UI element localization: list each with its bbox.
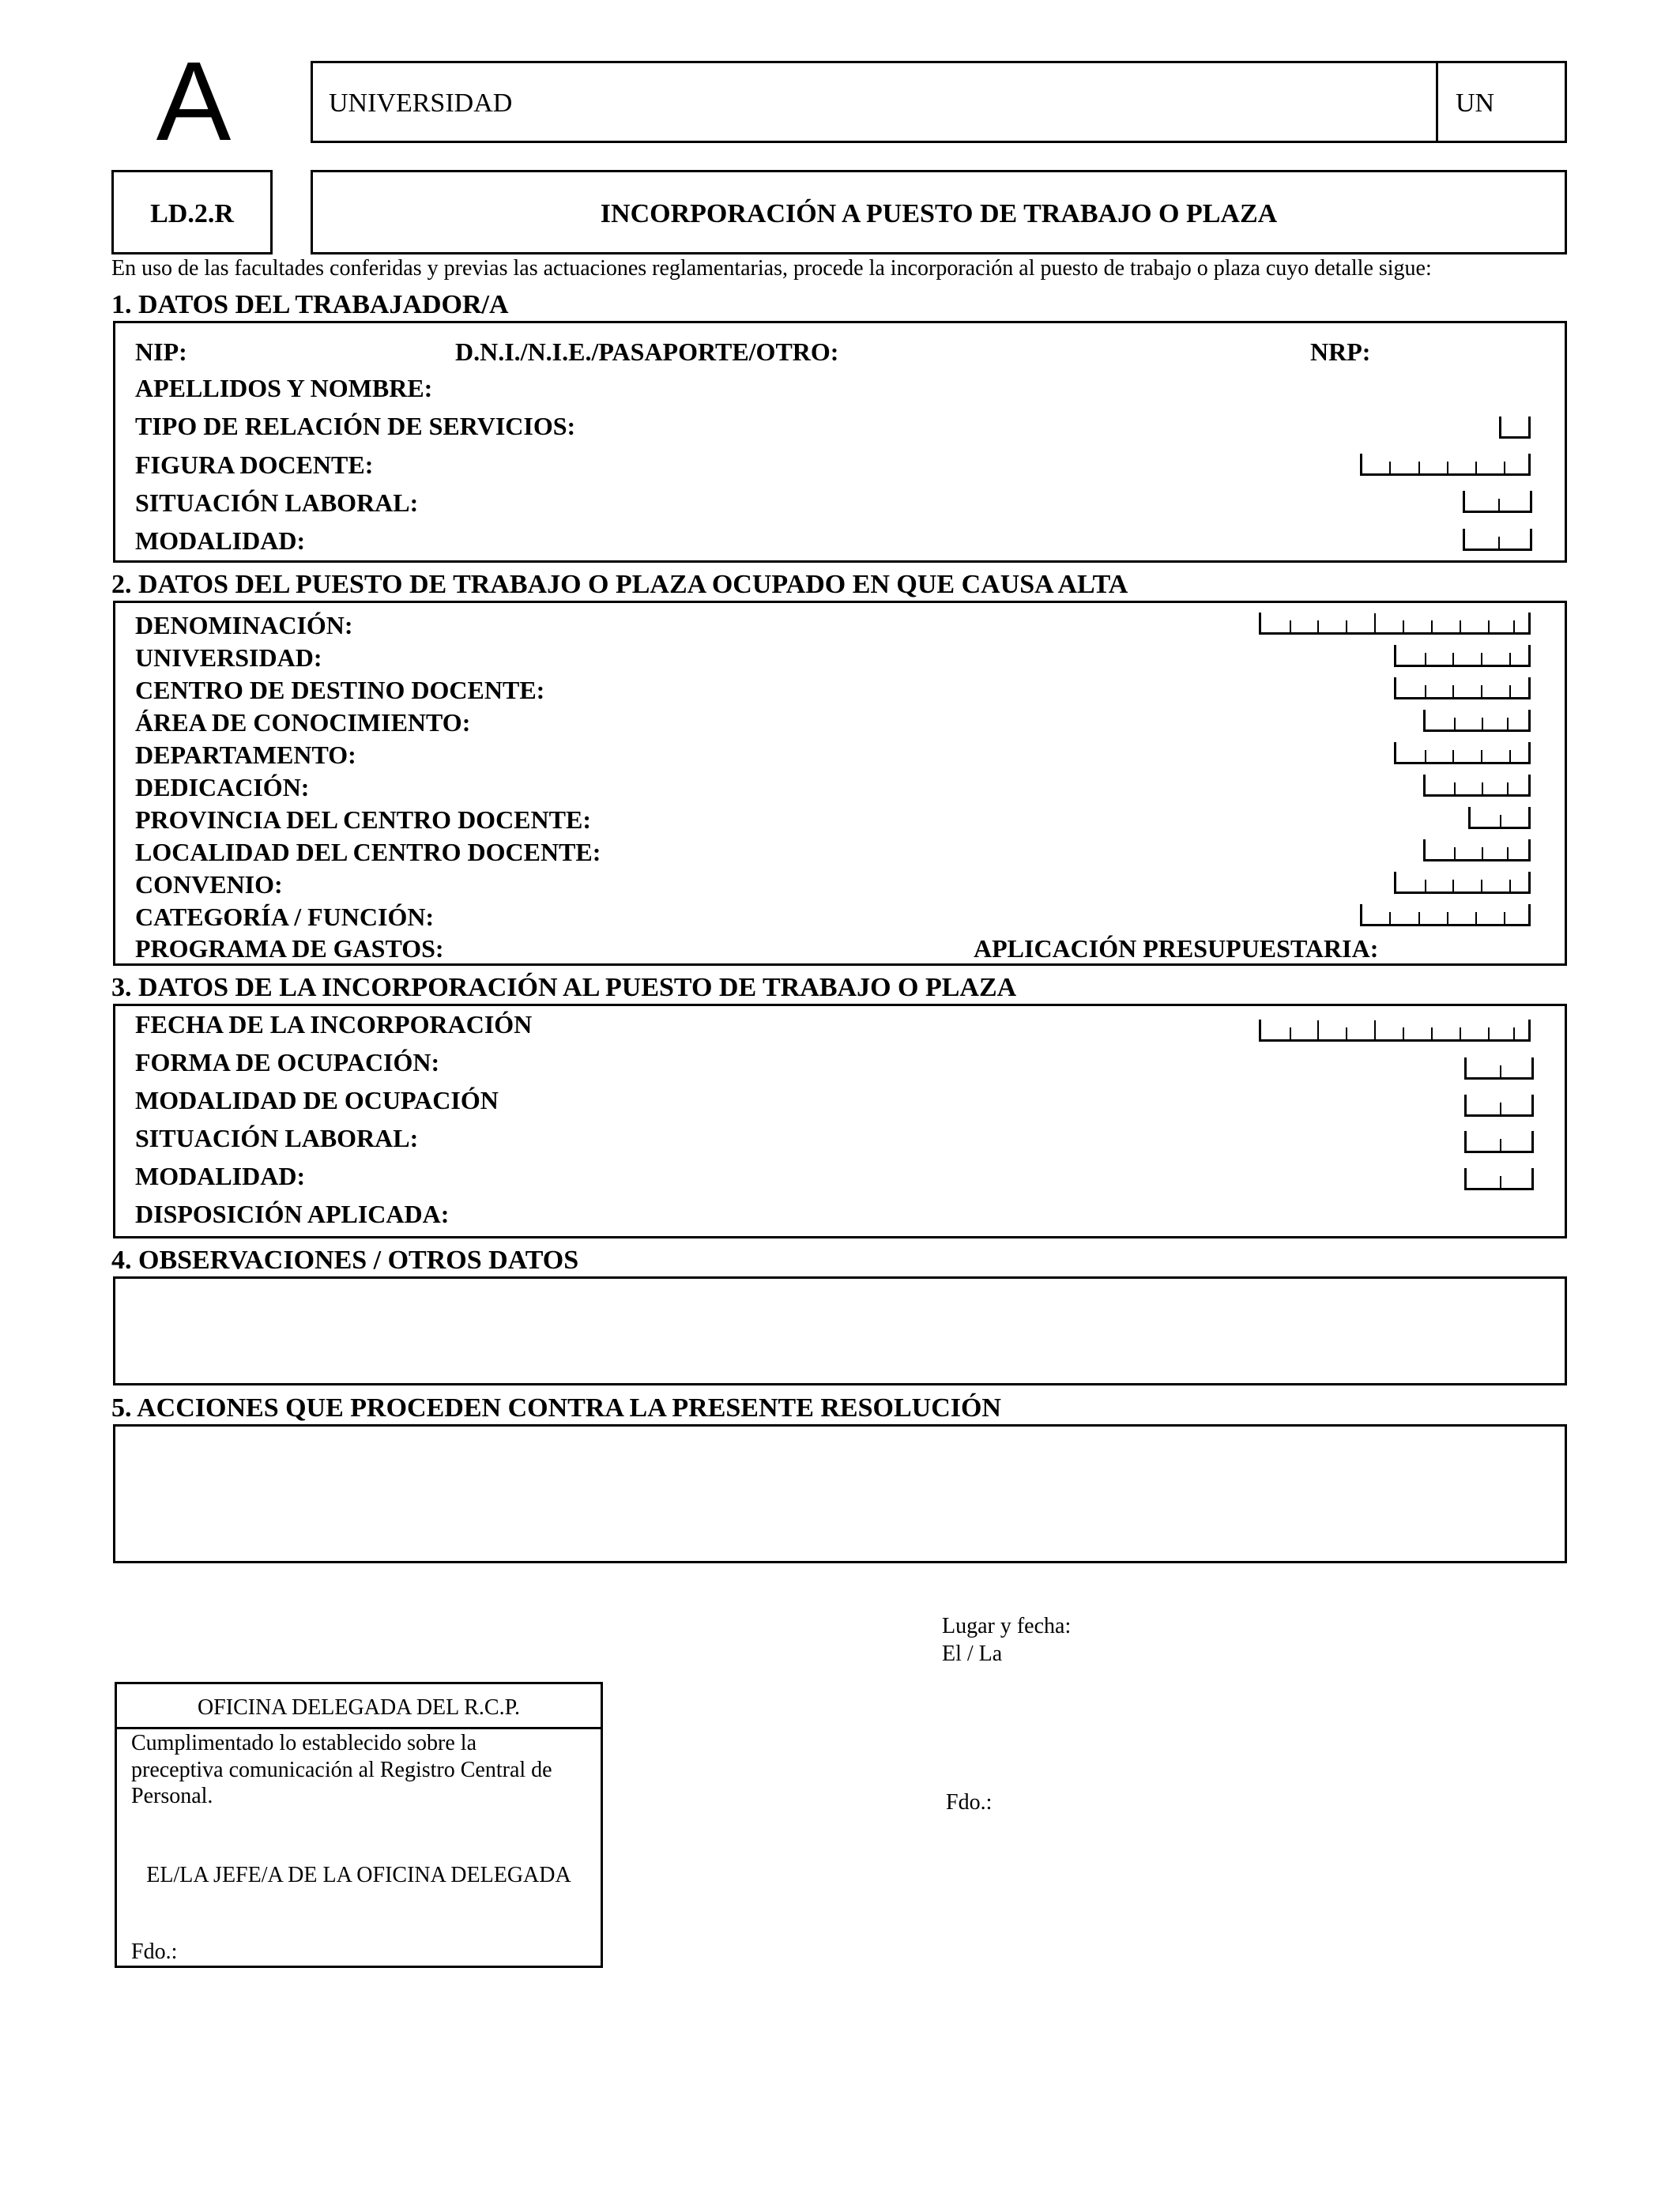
provincia-label: PROVINCIA DEL CENTRO DOCENTE: xyxy=(135,805,591,834)
fecha-cells[interactable] xyxy=(1259,1020,1531,1042)
dni-label: D.N.I./N.I.E./PASAPORTE/OTRO: xyxy=(455,337,839,366)
centro-destino-cells[interactable] xyxy=(1394,677,1531,699)
situacion-laboral-label: SITUACIÓN LABORAL: xyxy=(135,488,419,517)
dedicacion-cells[interactable] xyxy=(1423,775,1531,797)
form-title: INCORPORACIÓN A PUESTO DE TRABAJO O PLAZA xyxy=(600,199,1278,228)
university-box xyxy=(311,61,1567,143)
categoria-cells[interactable] xyxy=(1360,904,1531,926)
localidad-cells[interactable] xyxy=(1423,839,1531,861)
fecha-label: FECHA DE LA INCORPORACIÓN xyxy=(135,1010,533,1039)
nip-label: NIP: xyxy=(135,337,187,366)
nrp-label: NRP: xyxy=(1310,337,1371,366)
situacion-laboral-cells[interactable] xyxy=(1463,491,1532,513)
section5-title: 5. ACCIONES QUE PROCEDEN CONTRA LA PRESENTE RESOLUCIÓN xyxy=(111,1393,1001,1423)
disposicion-label: DISPOSICIÓN APLICADA: xyxy=(135,1200,450,1228)
section1-box xyxy=(113,321,1567,563)
universidad-field-label: UNIVERSIDAD: xyxy=(135,643,322,672)
university-divider xyxy=(1436,63,1438,141)
denominacion-cells[interactable] xyxy=(1259,613,1531,635)
form-title-box xyxy=(311,170,1567,254)
figura-docente-label: FIGURA DOCENTE: xyxy=(135,450,374,479)
modalidad-3-label: MODALIDAD: xyxy=(135,1162,306,1190)
departamento-cells[interactable] xyxy=(1394,742,1531,764)
section3-box xyxy=(113,1004,1567,1238)
forma-ocupacion-label: FORMA DE OCUPACIÓN: xyxy=(135,1048,440,1076)
form-code: LD.2.R xyxy=(150,199,234,228)
convenio-label: CONVENIO: xyxy=(135,870,283,899)
programa-label: PROGRAMA DE GASTOS: xyxy=(135,934,444,963)
signature-fdo-label: Fdo.: xyxy=(946,1790,993,1815)
section2-box xyxy=(113,601,1567,966)
universidad-cells[interactable] xyxy=(1394,645,1531,667)
office-title: OFICINA DELEGADA DEL R.C.P. xyxy=(197,1695,521,1720)
section2-title: 2. DATOS DEL PUESTO DE TRABAJO O PLAZA OCUPADO EN QUE CAUSA ALTA xyxy=(111,570,1128,599)
dedicacion-label: DEDICACIÓN: xyxy=(135,773,310,801)
situacion-laboral-3-cells[interactable] xyxy=(1464,1131,1534,1153)
office-text: Cumplimentado lo establecido sobre la preceptiva comunicación al Registro Central de Personal. xyxy=(131,1731,552,1809)
modalidad-3-cells[interactable] xyxy=(1464,1168,1534,1190)
convenio-cells[interactable] xyxy=(1394,872,1531,894)
tipo-relacion-label: TIPO DE RELACIÓN DE SERVICIOS: xyxy=(135,412,576,440)
section3-title: 3. DATOS DE LA INCORPORACIÓN AL PUESTO DE TRABAJO O PLAZA xyxy=(111,973,1017,1002)
tipo-relacion-cells[interactable] xyxy=(1499,417,1531,439)
categoria-label: CATEGORÍA / FUNCIÓN: xyxy=(135,903,435,931)
apellidos-label: APELLIDOS Y NOMBRE: xyxy=(135,374,433,402)
office-box xyxy=(115,1682,603,1968)
form-letter: A xyxy=(156,39,232,164)
observaciones-box[interactable] xyxy=(113,1276,1567,1385)
university-label: UNIVERSIDAD xyxy=(329,89,513,118)
intro-text: En uso de las facultades conferidas y previas las actuaciones reglamentarias, procede la incorporación al puesto de trabajo o plaza cuyo detalle sigue: xyxy=(111,256,1432,281)
lugar-fecha-label: Lugar y fecha: xyxy=(942,1614,1072,1638)
area-cells[interactable] xyxy=(1423,710,1531,732)
office-title-divider xyxy=(117,1727,601,1729)
office-chief: EL/LA JEFE/A DE LA OFICINA DELEGADA xyxy=(146,1863,571,1887)
forma-ocupacion-cells[interactable] xyxy=(1464,1057,1534,1080)
el-la-label: El / La xyxy=(942,1642,1003,1666)
university-code: UN xyxy=(1456,89,1495,118)
figura-docente-cells[interactable] xyxy=(1360,454,1531,476)
modalidad-ocupacion-label: MODALIDAD DE OCUPACIÓN xyxy=(135,1086,499,1114)
section4-title: 4. OBSERVACIONES / OTROS DATOS xyxy=(111,1246,579,1275)
localidad-label: LOCALIDAD DEL CENTRO DOCENTE: xyxy=(135,838,601,866)
modalidad-ocupacion-cells[interactable] xyxy=(1464,1095,1534,1117)
centro-destino-label: CENTRO DE DESTINO DOCENTE: xyxy=(135,676,545,704)
modalidad-label: MODALIDAD: xyxy=(135,526,306,555)
office-fdo-label: Fdo.: xyxy=(131,1940,178,1964)
situacion-laboral-3-label: SITUACIÓN LABORAL: xyxy=(135,1124,419,1152)
denominacion-label: DENOMINACIÓN: xyxy=(135,611,353,639)
section1-title: 1. DATOS DEL TRABAJADOR/A xyxy=(111,290,509,319)
modalidad-cells[interactable] xyxy=(1463,529,1532,551)
departamento-label: DEPARTAMENTO: xyxy=(135,741,356,769)
acciones-box[interactable] xyxy=(113,1424,1567,1563)
form-code-box xyxy=(111,170,273,254)
area-label: ÁREA DE CONOCIMIENTO: xyxy=(135,708,471,737)
aplicacion-label: APLICACIÓN PRESUPUESTARIA: xyxy=(974,934,1379,963)
provincia-cells[interactable] xyxy=(1468,807,1531,829)
